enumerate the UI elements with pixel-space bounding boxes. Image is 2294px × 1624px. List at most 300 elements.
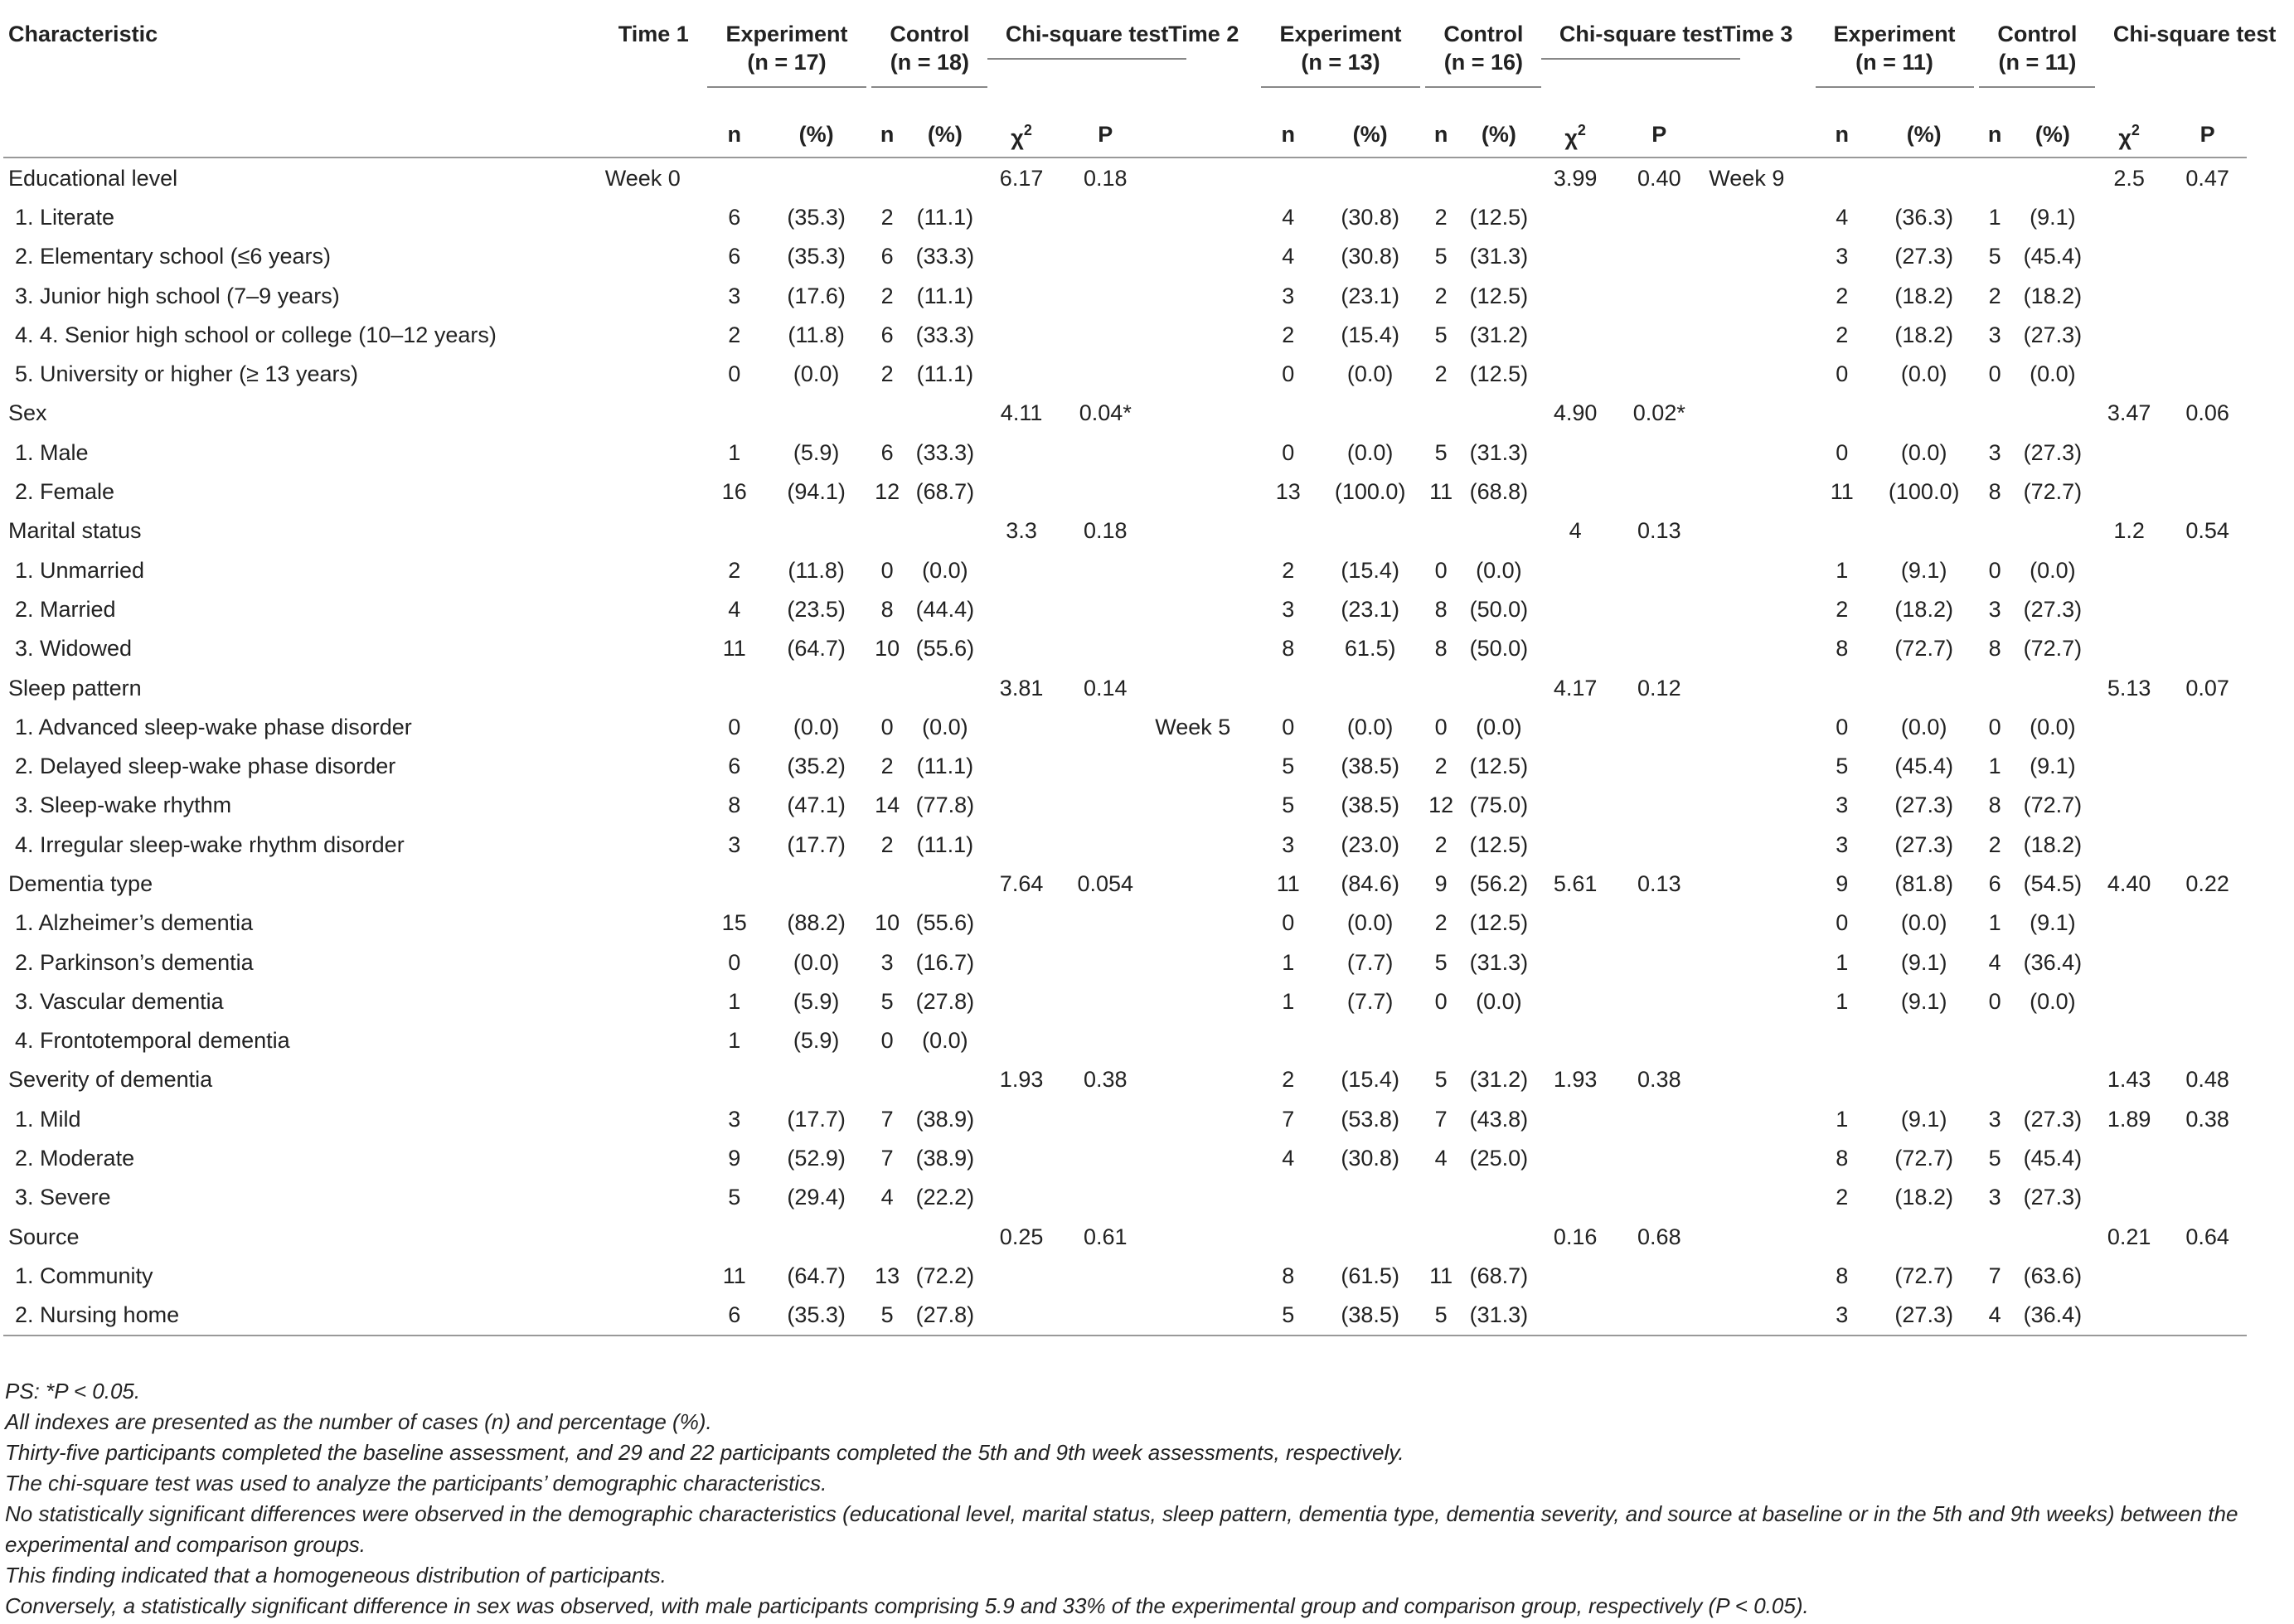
cell-p2 — [1614, 707, 1704, 746]
cell-chi1 — [982, 472, 1060, 511]
cell-chi2 — [1536, 315, 1614, 354]
cell-chi2 — [1536, 1021, 1614, 1060]
cell-p2e: (38.5) — [1341, 754, 1399, 779]
cell-chi3 — [2090, 629, 2168, 668]
cell-c1 — [866, 394, 907, 433]
cell-c2: 0 — [1434, 714, 1448, 739]
cell-p2c: (43.8) — [1469, 1106, 1529, 1132]
cell-chi2 — [1536, 276, 1614, 315]
cell-w3 — [1704, 237, 1810, 276]
cell-n3: 3 — [1836, 1302, 1849, 1328]
table-row — [3, 354, 2247, 393]
cell-w2 — [1150, 904, 1256, 943]
cell-p1e: (5.9) — [793, 988, 840, 1014]
cell-chi1: 3.3 — [1006, 518, 1037, 544]
experiment-n-label: (n = 11) — [1855, 50, 1933, 75]
cell-chi2: 0.16 — [1553, 1224, 1598, 1249]
cell-chi1 — [982, 1296, 1060, 1336]
cell-p2c — [1462, 1021, 1536, 1060]
cell-chi1 — [982, 1021, 1060, 1060]
cell-n1 — [702, 1060, 765, 1099]
cell-chi1 — [982, 1178, 1060, 1217]
cell-c1: 4 — [880, 1185, 894, 1210]
cell-p2e — [1320, 1178, 1420, 1217]
cell-p1c: (38.9) — [915, 1106, 975, 1132]
cell-n3 — [1811, 511, 1874, 550]
cell-n1: 6 — [728, 204, 741, 230]
cell-c3: 5 — [1988, 1146, 2001, 1171]
cell-p1 — [1060, 746, 1150, 785]
time-1-control-header — [866, 3, 982, 111]
cell-p3c: (18.2) — [2023, 831, 2083, 857]
cell-n2: 4 — [1282, 204, 1295, 230]
cell-chi3 — [2090, 943, 2168, 982]
table-row — [3, 433, 2247, 472]
cell-p3: 0.54 — [2185, 518, 2229, 544]
cell-c3 — [1974, 511, 2015, 550]
cell-c2: 2 — [1434, 754, 1448, 779]
cell-chi2 — [1536, 1256, 1614, 1295]
cell-p2c — [1462, 394, 1536, 433]
cell-p1 — [1060, 237, 1150, 276]
cell-p2e: (23.1) — [1341, 283, 1399, 308]
cell-p2e: 61.5) — [1344, 636, 1396, 662]
cell-p1e — [766, 394, 866, 433]
cell-p1e: (35.3) — [787, 1302, 846, 1328]
cell-p3c: (45.4) — [2023, 1146, 2083, 1171]
cell-p2e: (38.5) — [1341, 793, 1399, 818]
cell-p1c: (11.1) — [916, 831, 974, 857]
cell-w3 — [1704, 1178, 1810, 1217]
cell-p3 — [2168, 354, 2247, 393]
cell-c1: 10 — [875, 636, 900, 662]
cell-p2 — [1614, 629, 1704, 668]
cell-c2: 2 — [1434, 910, 1448, 936]
cell-p2 — [1614, 825, 1704, 864]
cell-p3c: (63.6) — [2023, 1263, 2083, 1288]
cell-n2 — [1256, 158, 1319, 197]
cell-p1e: (29.4) — [787, 1185, 846, 1210]
table-row — [3, 825, 2247, 864]
cell-chi1 — [982, 786, 1060, 825]
cell-p3e: (18.2) — [1894, 1185, 1953, 1210]
row-label: 5. University or higher (≥ 13 years) — [15, 361, 358, 387]
footnote: The chi-square test was used to analyze the participants’ demographic characteristics. — [5, 1471, 827, 1496]
cell-p2c — [1462, 511, 1536, 550]
cell-w3: Week 9 — [1709, 165, 1785, 191]
cell-n1: 5 — [728, 1185, 741, 1210]
cell-chi3 — [2090, 786, 2168, 825]
cell-c1 — [866, 511, 907, 550]
cell-c2: 12 — [1428, 793, 1454, 818]
cell-n2: 0 — [1282, 714, 1295, 739]
cell-n1: 0 — [728, 714, 741, 739]
row-label: 4. Irregular sleep-wake rhythm disorder — [15, 831, 405, 857]
cell-p3e: (0.0) — [1900, 361, 1947, 387]
table-row — [3, 315, 2247, 354]
cell-w3 — [1704, 197, 1810, 236]
cell-p2e: (53.8) — [1341, 1106, 1399, 1132]
cell-w1 — [600, 433, 703, 472]
cell-c3: 3 — [1988, 1106, 2001, 1132]
cell-w1 — [600, 982, 703, 1020]
cell-chi3 — [2090, 904, 2168, 943]
row-label: 1. Mild — [15, 1106, 81, 1132]
cell-n3: 3 — [1836, 244, 1849, 269]
cell-w2 — [1150, 943, 1256, 982]
table-row — [3, 197, 2247, 236]
row-label: 3. Sleep-wake rhythm — [15, 793, 232, 818]
cell-w2 — [1150, 158, 1256, 197]
cell-w2 — [1150, 1021, 1256, 1060]
cell-chi3 — [2090, 1021, 2168, 1060]
cell-p1 — [1060, 1138, 1150, 1177]
cell-p1e: (17.6) — [787, 283, 846, 308]
cell-chi3 — [2090, 472, 2168, 511]
cell-p1 — [1060, 1178, 1150, 1217]
cell-c3: 2 — [1988, 831, 2001, 857]
cell-n3: 11 — [1830, 479, 1854, 505]
cell-p1c — [908, 1060, 982, 1099]
cell-p3 — [2168, 825, 2247, 864]
cell-p3 — [2168, 197, 2247, 236]
cell-c3: 3 — [1988, 439, 2001, 465]
cell-p1 — [1060, 589, 1150, 628]
cell-p1e: (17.7) — [787, 831, 846, 857]
cell-n2 — [1256, 668, 1319, 707]
table-row — [3, 237, 2247, 276]
cell-p3 — [2168, 904, 2247, 943]
cell-p1 — [1060, 1296, 1150, 1336]
cell-p1c: (72.2) — [915, 1263, 975, 1288]
cell-c2: 8 — [1434, 596, 1448, 622]
cell-c1 — [866, 158, 907, 197]
row-label: 4. Frontotemporal dementia — [15, 1028, 290, 1054]
table-row — [3, 943, 2247, 982]
category-row — [3, 158, 2247, 197]
cell-chi3 — [2090, 276, 2168, 315]
cell-c3 — [1974, 668, 2015, 707]
cell-n1 — [702, 864, 765, 903]
cell-p2e: (30.8) — [1341, 1146, 1399, 1171]
cell-p1 — [1060, 433, 1150, 472]
cell-w1 — [600, 394, 703, 433]
cell-p3e: (36.3) — [1894, 204, 1953, 230]
n-header: n — [1835, 121, 1849, 147]
cell-p3: 0.47 — [2185, 165, 2229, 191]
cell-p3e: (9.1) — [1900, 557, 1947, 583]
time-3-experiment-header — [1811, 3, 1975, 111]
cell-p3e: (27.3) — [1894, 244, 1953, 269]
cell-p1e: (94.1) — [787, 479, 846, 505]
cell-chi1 — [982, 433, 1060, 472]
cell-w3 — [1704, 668, 1810, 707]
p-header: P — [2199, 121, 2215, 147]
cell-n3: 8 — [1836, 636, 1849, 662]
table-row — [3, 1256, 2247, 1295]
cell-p2: 0.02* — [1632, 400, 1685, 426]
cell-p1e: (5.9) — [793, 439, 840, 465]
cell-p3 — [2168, 315, 2247, 354]
cell-w2 — [1150, 1138, 1256, 1177]
cell-w3 — [1704, 315, 1810, 354]
cell-p3e: (72.7) — [1894, 636, 1953, 662]
pct-header: (%) — [1352, 121, 1388, 147]
cell-p2c: (31.3) — [1469, 439, 1529, 465]
cell-c1: 5 — [880, 1302, 894, 1328]
cell-c2 — [1420, 394, 1461, 433]
cell-w2 — [1150, 1178, 1256, 1217]
cell-c1: 2 — [880, 204, 894, 230]
cell-w2: Week 5 — [1155, 714, 1231, 739]
cell-p2e: (84.6) — [1341, 870, 1399, 896]
category-row — [3, 864, 2247, 903]
cell-p2c: (56.2) — [1469, 870, 1529, 896]
cell-c2: 5 — [1434, 439, 1448, 465]
cell-w3 — [1704, 629, 1810, 668]
cell-chi3: 2.5 — [2113, 165, 2145, 191]
cell-c3 — [1974, 1217, 2015, 1256]
cell-chi1 — [982, 237, 1060, 276]
cell-p2c: (12.5) — [1469, 910, 1529, 936]
category-row — [3, 668, 2247, 707]
pct-header: (%) — [927, 121, 963, 147]
cell-p3c: (72.7) — [2023, 636, 2083, 662]
cell-chi3: 0.21 — [2107, 1224, 2151, 1249]
row-label: 1. Alzheimer’s dementia — [15, 910, 254, 936]
cell-n2: 7 — [1282, 1106, 1295, 1132]
cell-p3e — [1874, 394, 1974, 433]
cell-n1: 3 — [728, 1106, 741, 1132]
cell-p1 — [1060, 1099, 1150, 1138]
category-row — [3, 1217, 2247, 1256]
cell-n3: 1 — [1836, 949, 1849, 975]
cell-w3 — [1704, 354, 1810, 393]
table-row — [3, 472, 2247, 511]
cell-w2 — [1150, 629, 1256, 668]
cell-w2 — [1150, 668, 1256, 707]
cell-n3 — [1811, 158, 1874, 197]
cell-p1: 0.38 — [1084, 1067, 1128, 1093]
row-label: 2. Female — [15, 479, 115, 505]
cell-p2c: (12.5) — [1469, 204, 1529, 230]
cell-p3c: (0.0) — [2030, 557, 2076, 583]
cell-p2 — [1614, 1021, 1704, 1060]
cell-c3: 7 — [1988, 1263, 2001, 1288]
cell-chi2 — [1536, 1296, 1614, 1336]
cell-p2e: (15.4) — [1341, 1067, 1399, 1093]
cell-p1 — [1060, 1256, 1150, 1295]
p-header: P — [1098, 121, 1113, 147]
cell-p1 — [1060, 825, 1150, 864]
experiment-label: Experiment — [1279, 22, 1402, 46]
cell-p3c: (27.3) — [2023, 1106, 2083, 1132]
cell-n3: 0 — [1836, 714, 1849, 739]
cell-w2 — [1150, 589, 1256, 628]
table-footnotes — [5, 1376, 2243, 1622]
cell-p2e: (7.7) — [1346, 988, 1394, 1014]
cell-c1: 2 — [880, 831, 894, 857]
cell-w2 — [1150, 237, 1256, 276]
cell-p1 — [1060, 786, 1150, 825]
cell-chi2 — [1536, 904, 1614, 943]
cell-p3e: (27.3) — [1894, 793, 1953, 818]
cell-w3 — [1704, 1060, 1810, 1099]
row-label: 4. 4. Senior high school or college (10–12 years) — [15, 322, 497, 347]
cell-p2e — [1320, 668, 1420, 707]
cell-p1c: (0.0) — [922, 714, 968, 739]
cell-w1 — [600, 786, 703, 825]
cell-w3 — [1704, 1021, 1810, 1060]
cell-p1c: (0.0) — [922, 1028, 968, 1054]
cell-chi2 — [1536, 472, 1614, 511]
cell-p3c — [2015, 511, 2090, 550]
cell-c2: 4 — [1434, 1146, 1448, 1171]
cell-w1 — [600, 943, 703, 982]
cell-c3: 8 — [1988, 479, 2001, 505]
cell-n2: 0 — [1282, 439, 1295, 465]
row-label: Educational level — [8, 165, 178, 191]
cell-c2: 11 — [1429, 479, 1453, 505]
cell-chi1: 6.17 — [999, 165, 1044, 191]
cell-p2c: (68.7) — [1469, 1263, 1529, 1288]
cell-n3: 1 — [1836, 1106, 1849, 1132]
pct-header: (%) — [1481, 121, 1516, 147]
cell-p1c — [908, 511, 982, 550]
cell-n1 — [702, 158, 765, 197]
cell-w2 — [1150, 1217, 1256, 1256]
time-1-chi-header: Chi-square test — [982, 3, 1150, 111]
table-row — [3, 1296, 2247, 1336]
cell-chi1: 4.11 — [1000, 400, 1043, 426]
cell-n3: 0 — [1836, 361, 1849, 387]
experiment-n-label: (n = 13) — [1301, 50, 1380, 75]
cell-n2: 1 — [1282, 988, 1295, 1014]
cell-p1e: (64.7) — [787, 1263, 846, 1288]
cell-w2 — [1150, 472, 1256, 511]
cell-w2 — [1150, 354, 1256, 393]
row-label: 3. Vascular dementia — [15, 988, 224, 1014]
cell-p1 — [1060, 550, 1150, 589]
cell-chi1 — [982, 1138, 1060, 1177]
cell-p3e: (27.3) — [1894, 1302, 1953, 1328]
cell-c3: 6 — [1988, 870, 2001, 896]
cell-p3c: (27.3) — [2023, 596, 2083, 622]
cell-w3 — [1704, 1138, 1810, 1177]
cell-c3 — [1974, 1021, 2015, 1060]
cell-n2: 3 — [1282, 283, 1295, 308]
cell-n1 — [702, 668, 765, 707]
cell-p3c: (9.1) — [2030, 910, 2076, 936]
cell-n2: 5 — [1282, 1302, 1295, 1328]
cell-p3 — [2168, 589, 2247, 628]
cell-c1: 6 — [880, 322, 894, 347]
cell-chi3 — [2090, 1296, 2168, 1336]
cell-p1c — [908, 864, 982, 903]
cell-n1: 16 — [721, 479, 747, 505]
cell-w1 — [600, 589, 703, 628]
cell-chi3 — [2090, 746, 2168, 785]
cell-chi1 — [982, 550, 1060, 589]
cell-w1 — [600, 904, 703, 943]
cell-w3 — [1704, 472, 1810, 511]
control-n-label: (n = 16) — [1443, 50, 1524, 75]
cell-p2c: (25.0) — [1469, 1146, 1529, 1171]
cell-n3: 1 — [1836, 988, 1849, 1014]
cell-c1: 0 — [880, 1028, 894, 1054]
footnote: No statistically significant differences were observed in the demographic characteristics (educational level, marital status, sleep pattern, dementia type, dementia severity, and source at baseline or in the 5th and 9th weeks) between the experimental and comparison groups. — [5, 1501, 2238, 1557]
cell-w3 — [1704, 864, 1810, 903]
cell-c2: 5 — [1434, 244, 1448, 269]
cell-w3 — [1704, 904, 1810, 943]
cell-n3: 2 — [1836, 1185, 1849, 1210]
cell-p3e: (0.0) — [1900, 714, 1947, 739]
cell-chi2 — [1536, 237, 1614, 276]
cell-p2: 0.38 — [1637, 1067, 1681, 1093]
row-label: Dementia type — [8, 870, 153, 896]
cell-c3 — [1974, 394, 2015, 433]
cell-c1: 8 — [880, 596, 894, 622]
cell-c3: 2 — [1988, 283, 2001, 308]
cell-p3c — [2015, 668, 2090, 707]
cell-p2 — [1614, 1256, 1704, 1295]
cell-chi1 — [982, 707, 1060, 746]
row-label: 2. Elementary school (≤6 years) — [15, 244, 331, 269]
cell-c1: 5 — [880, 988, 894, 1014]
cell-p1e: (0.0) — [793, 714, 840, 739]
row-label: Sleep pattern — [8, 675, 142, 701]
cell-p3c: (0.0) — [2030, 714, 2076, 739]
cell-n3: 0 — [1836, 439, 1849, 465]
cell-c3: 4 — [1988, 1302, 2001, 1328]
cell-p3 — [2168, 1021, 2247, 1060]
cell-n3: 3 — [1836, 793, 1849, 818]
category-row — [3, 1060, 2247, 1099]
cell-p2 — [1614, 786, 1704, 825]
cell-n2 — [1256, 1021, 1319, 1060]
row-label: 2. Delayed sleep-wake phase disorder — [15, 754, 396, 779]
time-2-header: Time 2 — [1168, 22, 1239, 46]
cell-w2 — [1150, 825, 1256, 864]
cell-w3 — [1704, 1256, 1810, 1295]
cell-w1 — [600, 1217, 703, 1256]
cell-p1e: (47.1) — [787, 793, 846, 818]
cell-p1e — [766, 1060, 866, 1099]
cell-p2c — [1462, 1217, 1536, 1256]
cell-p3 — [2168, 707, 2247, 746]
cell-n2: 3 — [1282, 596, 1295, 622]
cell-p1c: (33.3) — [915, 322, 975, 347]
cell-c3: 0 — [1988, 988, 2001, 1014]
cell-p2e: (100.0) — [1334, 479, 1406, 505]
cell-p2c: (12.5) — [1469, 283, 1529, 308]
cell-p1 — [1060, 707, 1150, 746]
cell-p2e: (7.7) — [1346, 949, 1394, 975]
cell-chi1 — [982, 589, 1060, 628]
category-row — [3, 394, 2247, 433]
cell-w1 — [600, 1138, 703, 1177]
cell-w3 — [1704, 746, 1810, 785]
cell-c2: 2 — [1434, 361, 1448, 387]
cell-chi3 — [2090, 1256, 2168, 1295]
demographics-table — [3, 3, 2277, 1336]
chi-header: $\chi^2$ — [2118, 122, 2140, 150]
table-row — [3, 1099, 2247, 1138]
cell-p1c — [908, 668, 982, 707]
cell-w1: Week 0 — [604, 165, 681, 191]
cell-p2 — [1614, 197, 1704, 236]
time-1-experiment-header — [702, 3, 866, 111]
